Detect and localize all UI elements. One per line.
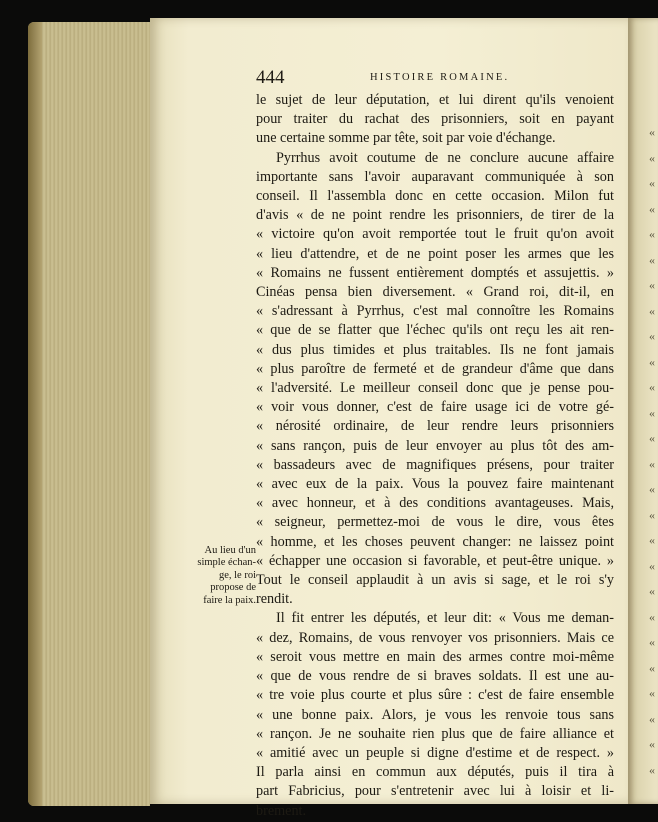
quote-mark: «: [649, 252, 655, 267]
text-line: « avec eux de la paix. Vous la pouvez faire maintenant: [256, 476, 614, 493]
text-line: importante sans l'avoir auparavant communiquée à son: [256, 168, 614, 185]
text-line: une certaine somme par tête, soit par voie d'échange.: [256, 130, 556, 147]
text-line: « seroit vous mettre en main des armes contre moi-même: [256, 648, 614, 665]
text-line: « amitié avec un peuple si digne d'estime et de respect. »: [256, 744, 614, 761]
quote-mark: «: [649, 609, 655, 624]
margin-note-line: propose de: [210, 582, 256, 594]
text-line: conseil. Il l'assembla donc en cette occasion. Milon fut: [256, 188, 614, 205]
text-line: « seigneur, permettez-moi de vous le dire, vous êtes: [256, 514, 614, 531]
quote-mark: «: [649, 380, 655, 394]
quote-mark: «: [649, 660, 655, 675]
quote-mark: «: [649, 584, 655, 598]
text-line: « sans rançon, puis de leur envoyer au plus tôt des am-: [256, 437, 614, 454]
text-line: « bassadeurs avec de magnifiques présens, pour traiter: [256, 456, 614, 473]
text-line: « échapper une occasion si favorable, et peut-être unique. »: [256, 552, 614, 569]
text-line: « victoire qu'on avoit remportée tout le fruit qu'on avoit: [256, 226, 614, 243]
text-line: « dus plus timides et plus traitables. Ils ne font jamais: [256, 341, 614, 358]
text-line: « homme, et les choses peuvent changer: ne laissez point: [256, 533, 614, 550]
text-line: Tout le conseil applaudit à un avis si sage, et le roi s'y: [256, 572, 614, 589]
text-line: le sujet de leur députation, et lui dirent qu'ils venoient: [256, 92, 614, 108]
text-line: Il parla ainsi en commun aux députés, puis il tira à: [256, 764, 614, 781]
running-title: HISTOIRE ROMAINE.: [370, 72, 510, 83]
quote-mark: «: [649, 762, 655, 777]
text-line: « s'adressant à Pyrrhus, c'est mal connoître les Romains: [256, 303, 614, 320]
quote-mark: «: [649, 507, 655, 522]
text-line: rendit.: [256, 591, 293, 608]
quote-mark: «: [649, 431, 655, 445]
quote-mark: «: [649, 482, 655, 496]
quote-mark: «: [649, 329, 655, 343]
quote-mark: «: [649, 686, 655, 700]
text-line: « avec honneur, et à des conditions avantageuses. Mais,: [256, 495, 614, 512]
text-line: Cinéas pensa bien diversement. « Grand roi, dit-il, en: [256, 284, 614, 301]
quote-mark: «: [649, 227, 655, 241]
body-text: [256, 91, 614, 821]
page-number: 444: [256, 67, 285, 88]
text-line: « l'adversité. Le meilleur conseil donc que je pense pou-: [256, 380, 614, 397]
quote-mark: «: [649, 354, 655, 369]
quote-mark: «: [649, 456, 655, 471]
quote-mark: «: [649, 635, 655, 649]
text-line: « Romains ne fussent entièrement domptés et assujettis. »: [256, 264, 614, 281]
text-line: brement.: [256, 802, 307, 819]
quote-mark: «: [649, 176, 655, 190]
quote-mark: «: [649, 737, 655, 751]
text-line: « voir vous donner, c'est de faire usage ici de votre gé-: [256, 399, 614, 416]
margin-note-line: faire la paix.: [203, 594, 256, 606]
quote-mark: «: [649, 405, 655, 420]
page-edges: [28, 22, 150, 806]
facing-page-quote-marks: [646, 120, 658, 783]
text-line: « dez, Romains, de vous renvoyer vos prisonniers. Mais ce: [256, 629, 614, 646]
text-line: « plus paroître de fermeté et de grandeur d'âme que dans: [256, 360, 614, 377]
quote-mark: «: [649, 201, 655, 216]
margin-note: [196, 545, 256, 607]
quote-mark: «: [649, 125, 655, 139]
margin-note-line: simple échan-: [197, 557, 256, 569]
quote-mark: «: [649, 150, 655, 165]
text-line: part Fabricius, pour s'entretenir avec lui à loisir et li-: [256, 783, 614, 800]
text-line: d'avis « de ne point rendre les prisonniers, de tirer de la: [256, 207, 614, 224]
margin-note-line: ge, le roi: [218, 569, 256, 581]
text-line: « rançon. Je ne souhaite rien plus que de faire alliance et: [256, 725, 614, 742]
text-line: « que de vous rendre de si braves soldats. Il est une au-: [256, 668, 614, 685]
text-line: Pyrrhus avoit coutume de ne conclure aucune affaire: [276, 149, 614, 166]
text-line: « nérosité ordinaire, de leur rendre leurs prisonniers: [256, 418, 614, 435]
quote-mark: «: [649, 711, 655, 726]
text-line: « lieu d'attendre, et de ne point poser les armes que les: [256, 245, 614, 262]
text-line: « tre voie plus courte et plus sûre : c'est de faire ensemble: [256, 687, 614, 704]
text-line: Il fit entrer les députés, et leur dit: « Vous me deman-: [276, 610, 614, 627]
margin-note-line: Au lieu d'un: [204, 545, 256, 556]
text-line: « que de se flatter que l'échec qu'ils ont reçu les ait ren-: [256, 322, 614, 339]
quote-mark: «: [649, 303, 655, 318]
quote-mark: «: [649, 278, 655, 292]
text-line: pour traiter du rachat des prisonniers, soit en payant: [256, 111, 614, 128]
quote-mark: «: [649, 558, 655, 573]
page-header: [256, 67, 614, 90]
quote-mark: «: [649, 533, 655, 547]
text-line: « une bonne paix. Alors, je vous les renvoie tous sans: [256, 706, 614, 723]
